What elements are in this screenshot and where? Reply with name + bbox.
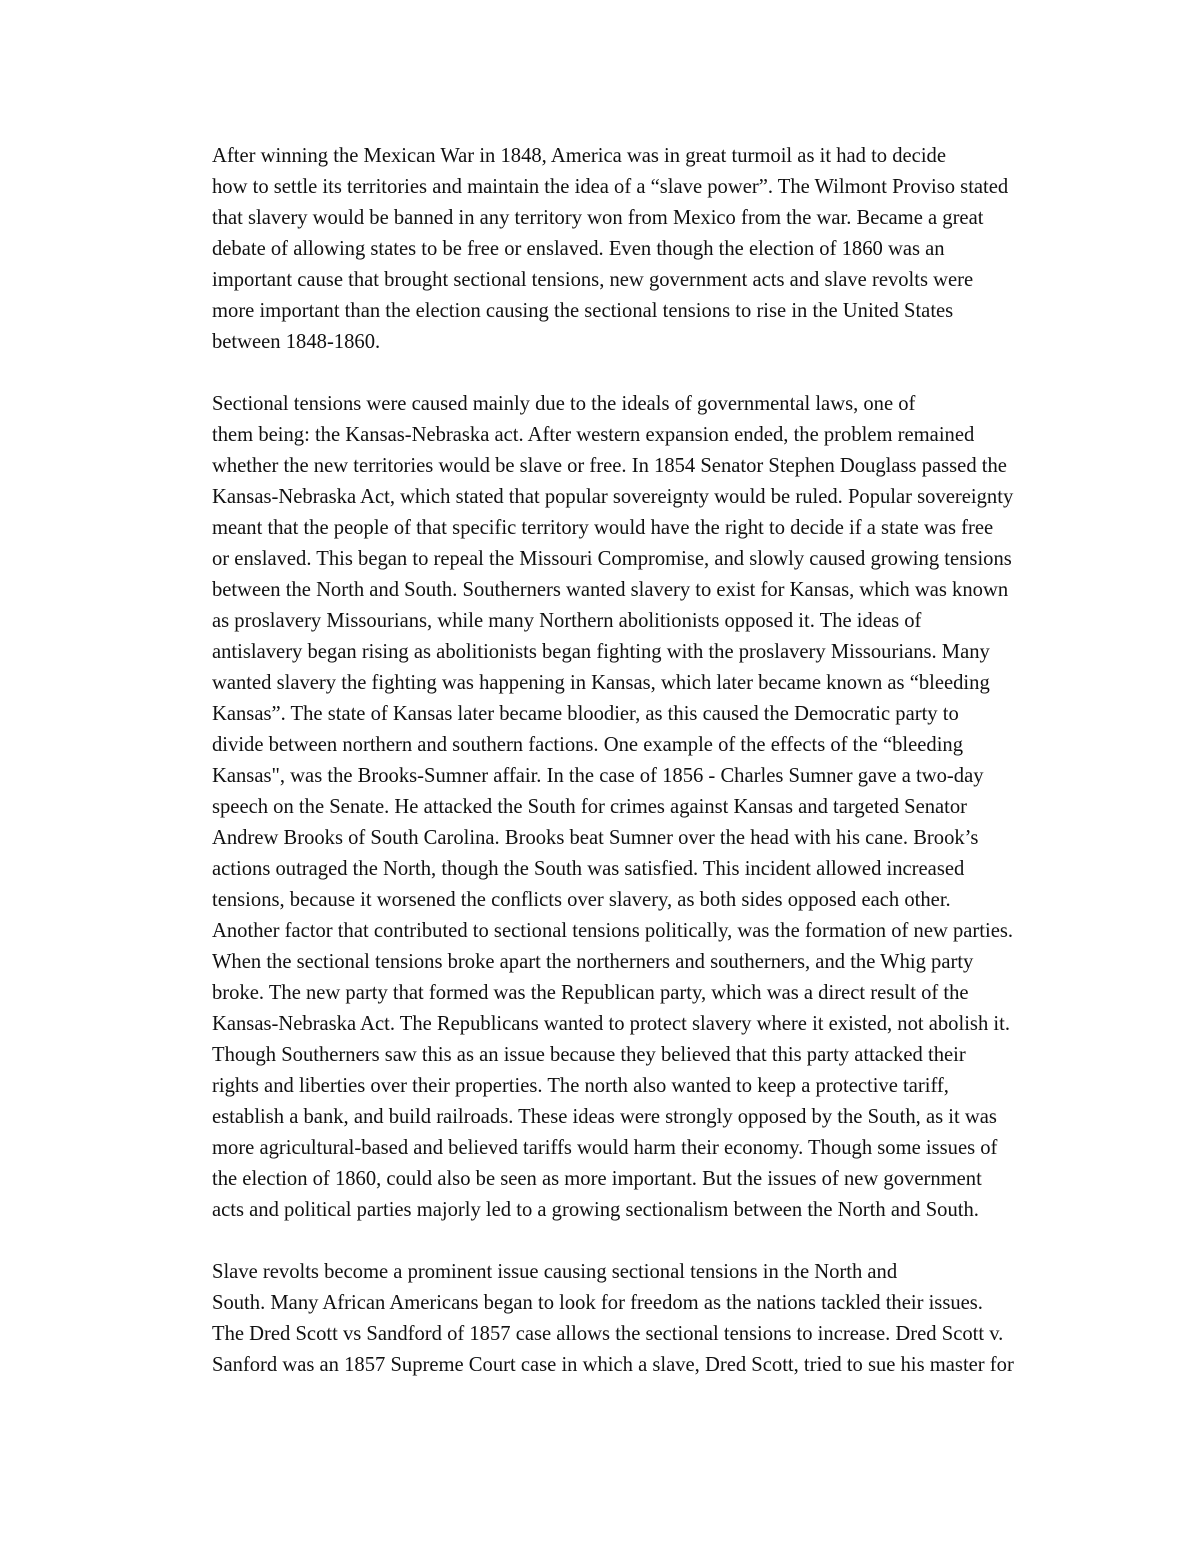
- text-line: Kansas-Nebraska Act, which stated that popular sovereignty would be ruled. Popular sovereignty: [212, 486, 1014, 508]
- text-line: actions outraged the North, though the South was satisfied. This incident allowed increased: [212, 858, 965, 880]
- text-line: or enslaved. This began to repeal the Missouri Compromise, and slowly caused growing tensions: [212, 548, 1012, 570]
- text-line: wanted slavery the fighting was happening in Kansas, which later became known as “bleeding: [212, 672, 990, 694]
- text-line: Sectional tensions were caused mainly due to the ideals of governmental laws, one of: [212, 393, 916, 415]
- text-line: Kansas", was the Brooks-Sumner affair. In the case of 1856 - Charles Sumner gave a two-day: [212, 765, 984, 787]
- text-line: more agricultural-based and believed tariffs would harm their economy. Though some issues of: [212, 1137, 998, 1159]
- text-line: how to settle its territories and maintain the idea of a “slave power”. The Wilmont Proviso stated: [212, 176, 1009, 198]
- text-line: establish a bank, and build railroads. These ideas were strongly opposed by the South, as it was: [212, 1106, 997, 1128]
- text-line: debate of allowing states to be free or enslaved. Even though the election of 1860 was an: [212, 238, 945, 260]
- text-line: between the North and South. Southerners wanted slavery to exist for Kansas, which was known: [212, 579, 1009, 601]
- text-line: Another factor that contributed to sectional tensions politically, was the formation of new parties.: [212, 920, 1014, 942]
- text-line: broke. The new party that formed was the Republican party, which was a direct result of the: [212, 982, 969, 1004]
- text-line: as proslavery Missourians, while many Northern abolitionists opposed it. The ideas of: [212, 610, 922, 632]
- text-line: Andrew Brooks of South Carolina. Brooks beat Sumner over the head with his cane. Brook’s: [212, 827, 979, 849]
- text-line: whether the new territories would be slave or free. In 1854 Senator Stephen Douglass passed the: [212, 455, 1007, 477]
- text-line: rights and liberties over their properties. The north also wanted to keep a protective tariff,: [212, 1075, 949, 1097]
- text-line: The Dred Scott vs Sandford of 1857 case allows the sectional tensions to increase. Dred Scott v.: [212, 1323, 1004, 1345]
- text-line: the election of 1860, could also be seen as more important. But the issues of new government: [212, 1168, 982, 1190]
- text-line: them being: the Kansas-Nebraska act. After western expansion ended, the problem remained: [212, 424, 975, 446]
- text-line: Though Southerners saw this as an issue because they believed that this party attacked their: [212, 1044, 966, 1066]
- text-line: divide between northern and southern factions. One example of the effects of the “bleeding: [212, 734, 964, 756]
- document-body: [141, 141, 1061, 1381]
- text-line: Kansas-Nebraska Act. The Republicans wanted to protect slavery where it existed, not abolish it.: [212, 1013, 1010, 1035]
- text-line: antislavery began rising as abolitionists began fighting with the proslavery Missourians. Many: [212, 641, 990, 663]
- text-line: important cause that brought sectional tensions, new government acts and slave revolts were: [212, 269, 974, 291]
- text-line: that slavery would be banned in any territory won from Mexico from the war. Became a great: [212, 207, 984, 229]
- text-line: When the sectional tensions broke apart the northerners and southerners, and the Whig party: [212, 951, 974, 973]
- paragraph-3: [141, 1257, 1061, 1381]
- text-line: more important than the election causing the sectional tensions to rise in the United States: [212, 300, 954, 322]
- text-line: Slave revolts become a prominent issue causing sectional tensions in the North and: [212, 1261, 898, 1283]
- text-line: between 1848-1860.: [212, 331, 381, 353]
- text-line: tensions, because it worsened the conflicts over slavery, as both sides opposed each other.: [212, 889, 951, 911]
- text-line: South. Many African Americans began to look for freedom as the nations tackled their issues.: [212, 1292, 983, 1314]
- text-line: After winning the Mexican War in 1848, America was in great turmoil as it had to decide: [212, 145, 946, 167]
- paragraph-2: [141, 389, 1061, 1226]
- text-line: meant that the people of that specific territory would have the right to decide if a state was free: [212, 517, 994, 539]
- text-line: Kansas”. The state of Kansas later became bloodier, as this caused the Democratic party to: [212, 703, 959, 725]
- text-line: acts and political parties majorly led to a growing sectionalism between the North and South.: [212, 1199, 979, 1221]
- paragraph-1: [141, 141, 1061, 358]
- text-line: speech on the Senate. He attacked the South for crimes against Kansas and targeted Senator: [212, 796, 968, 818]
- text-line: Sanford was an 1857 Supreme Court case in which a slave, Dred Scott, tried to sue his master for: [212, 1354, 1014, 1376]
